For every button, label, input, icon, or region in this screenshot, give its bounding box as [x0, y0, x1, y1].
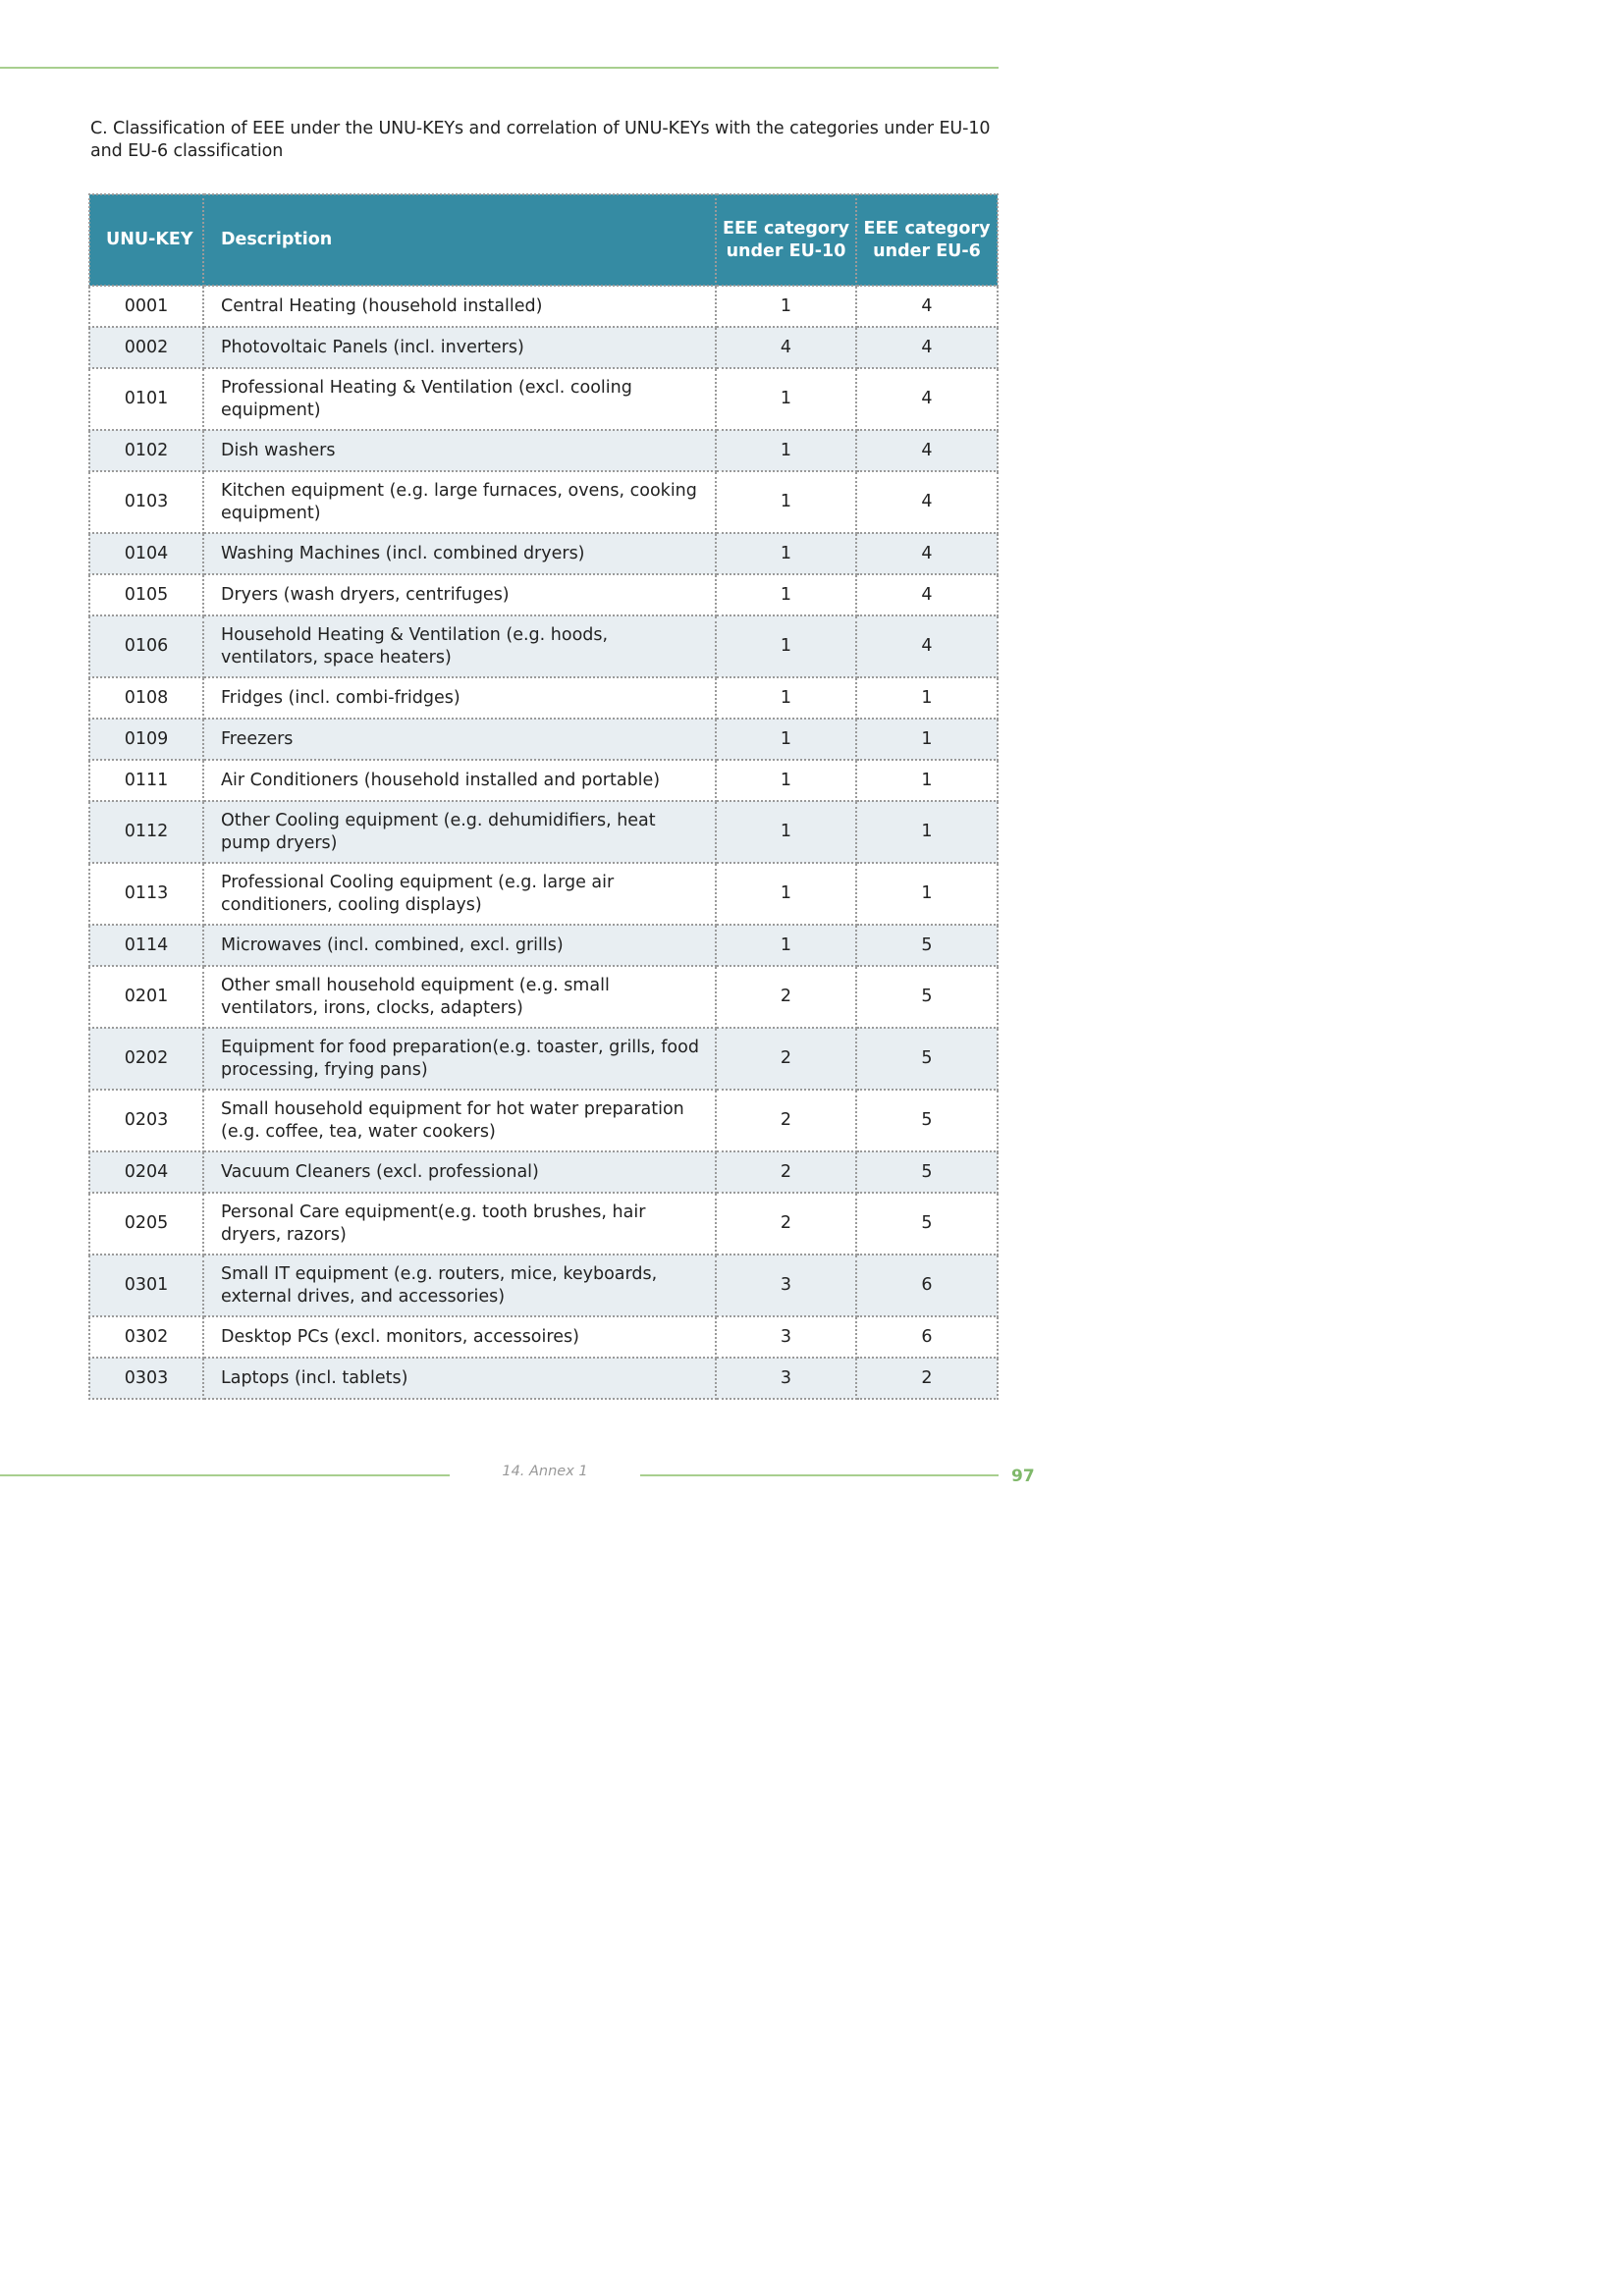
cell-eu10-category: 2 [716, 1028, 856, 1090]
cell-eu6-category: 1 [856, 863, 998, 925]
cell-description: Professional Heating & Ventilation (excl. cooling equipment) [203, 368, 716, 430]
header-eu6-line1: EEE category [863, 219, 991, 239]
cell-eu6-category: 4 [856, 327, 998, 368]
cell-eu6-category: 4 [856, 430, 998, 471]
cell-eu10-category: 2 [716, 1193, 856, 1255]
cell-eu6-category: 4 [856, 574, 998, 615]
table-caption: C. Classification of EEE under the UNU-KEYs and correlation of UNU-KEYs with the categories under EU-10 and EU-6 classification [90, 119, 991, 161]
cell-description: Vacuum Cleaners (excl. professional) [203, 1151, 716, 1193]
cell-unu-key: 0202 [89, 1028, 203, 1090]
header-eu6-line2: under EU-6 [873, 240, 981, 261]
table-row [89, 1028, 998, 1090]
cell-eu6-category: 5 [856, 1090, 998, 1151]
footer-rule-right [640, 1474, 999, 1476]
cell-description: Small household equipment for hot water preparation (e.g. coffee, tea, water cookers) [203, 1090, 716, 1151]
table-row [89, 574, 998, 615]
cell-eu6-category: 6 [856, 1255, 998, 1316]
cell-eu6-category: 5 [856, 1193, 998, 1255]
cell-eu6-category: 4 [856, 615, 998, 677]
cell-unu-key: 0201 [89, 966, 203, 1028]
cell-unu-key: 0203 [89, 1090, 203, 1151]
cell-eu6-category: 2 [856, 1358, 998, 1399]
table-row [89, 1151, 998, 1193]
top-rule [0, 67, 999, 69]
cell-description: Dish washers [203, 430, 716, 471]
cell-eu10-category: 1 [716, 925, 856, 966]
cell-eu6-category: 1 [856, 677, 998, 719]
table-row [89, 1193, 998, 1255]
table-row [89, 430, 998, 471]
table-body [89, 286, 998, 1399]
cell-description: Household Heating & Ventilation (e.g. hoods, ventilators, space heaters) [203, 615, 716, 677]
table-row [89, 863, 998, 925]
table-row [89, 471, 998, 533]
cell-eu10-category: 1 [716, 533, 856, 574]
cell-eu10-category: 1 [716, 430, 856, 471]
header-unu-key: UNU-KEY [89, 194, 203, 286]
cell-description: Personal Care equipment(e.g. tooth brushes, hair dryers, razors) [203, 1193, 716, 1255]
table-row [89, 533, 998, 574]
table-row [89, 760, 998, 801]
cell-eu6-category: 1 [856, 801, 998, 863]
cell-description: Other Cooling equipment (e.g. dehumidifiers, heat pump dryers) [203, 801, 716, 863]
cell-unu-key: 0111 [89, 760, 203, 801]
table-row [89, 1090, 998, 1151]
cell-eu6-category: 5 [856, 1151, 998, 1193]
table-row [89, 677, 998, 719]
footer-section-label: 14. Annex 1 [502, 1464, 588, 1479]
cell-eu10-category: 3 [716, 1316, 856, 1358]
cell-eu6-category: 4 [856, 471, 998, 533]
cell-eu10-category: 2 [716, 1151, 856, 1193]
cell-eu10-category: 2 [716, 966, 856, 1028]
cell-unu-key: 0105 [89, 574, 203, 615]
cell-eu10-category: 1 [716, 368, 856, 430]
cell-eu6-category: 5 [856, 1028, 998, 1090]
cell-unu-key: 0002 [89, 327, 203, 368]
cell-description: Kitchen equipment (e.g. large furnaces, ovens, cooking equipment) [203, 471, 716, 533]
cell-unu-key: 0112 [89, 801, 203, 863]
cell-eu10-category: 2 [716, 1090, 856, 1151]
table-row [89, 368, 998, 430]
cell-description: Equipment for food preparation(e.g. toaster, grills, food processing, frying pans) [203, 1028, 716, 1090]
cell-unu-key: 0204 [89, 1151, 203, 1193]
cell-eu10-category: 4 [716, 327, 856, 368]
cell-unu-key: 0108 [89, 677, 203, 719]
table-row [89, 615, 998, 677]
cell-unu-key: 0104 [89, 533, 203, 574]
cell-eu10-category: 1 [716, 286, 856, 327]
table-row [89, 1358, 998, 1399]
cell-eu10-category: 1 [716, 471, 856, 533]
unu-key-table [88, 193, 999, 1400]
cell-description: Dryers (wash dryers, centrifuges) [203, 574, 716, 615]
footer-rule-left [0, 1474, 450, 1476]
cell-eu6-category: 1 [856, 760, 998, 801]
cell-unu-key: 0114 [89, 925, 203, 966]
header-eu10-line2: under EU-10 [726, 240, 846, 261]
cell-description: Other small household equipment (e.g. small ventilators, irons, clocks, adapters) [203, 966, 716, 1028]
table-header-row [89, 194, 998, 286]
cell-eu6-category: 1 [856, 719, 998, 760]
header-eu6 [856, 194, 998, 286]
cell-eu6-category: 5 [856, 966, 998, 1028]
header-eu10-line1: EEE category [723, 219, 849, 239]
cell-eu10-category: 1 [716, 719, 856, 760]
cell-unu-key: 0109 [89, 719, 203, 760]
cell-description: Microwaves (incl. combined, excl. grills) [203, 925, 716, 966]
cell-description: Air Conditioners (household installed and portable) [203, 760, 716, 801]
cell-description: Small IT equipment (e.g. routers, mice, keyboards, external drives, and accessories) [203, 1255, 716, 1316]
page-number: 97 [1011, 1467, 1035, 1486]
cell-unu-key: 0302 [89, 1316, 203, 1358]
cell-description: Desktop PCs (excl. monitors, accessoires) [203, 1316, 716, 1358]
cell-unu-key: 0301 [89, 1255, 203, 1316]
cell-description: Fridges (incl. combi-fridges) [203, 677, 716, 719]
cell-description: Freezers [203, 719, 716, 760]
cell-unu-key: 0106 [89, 615, 203, 677]
header-description: Description [203, 194, 716, 286]
table-row [89, 925, 998, 966]
cell-description: Central Heating (household installed) [203, 286, 716, 327]
cell-description: Photovoltaic Panels (incl. inverters) [203, 327, 716, 368]
cell-unu-key: 0113 [89, 863, 203, 925]
table-row [89, 966, 998, 1028]
cell-eu6-category: 4 [856, 286, 998, 327]
cell-eu10-category: 1 [716, 615, 856, 677]
cell-eu10-category: 3 [716, 1358, 856, 1399]
cell-eu10-category: 3 [716, 1255, 856, 1316]
cell-description: Laptops (incl. tablets) [203, 1358, 716, 1399]
table-row [89, 719, 998, 760]
cell-unu-key: 0102 [89, 430, 203, 471]
cell-eu10-category: 1 [716, 801, 856, 863]
cell-eu6-category: 6 [856, 1316, 998, 1358]
cell-eu6-category: 5 [856, 925, 998, 966]
cell-unu-key: 0103 [89, 471, 203, 533]
table-row [89, 327, 998, 368]
cell-eu10-category: 1 [716, 760, 856, 801]
cell-eu6-category: 4 [856, 533, 998, 574]
cell-eu10-category: 1 [716, 574, 856, 615]
table-row [89, 1316, 998, 1358]
cell-unu-key: 0303 [89, 1358, 203, 1399]
cell-eu10-category: 1 [716, 677, 856, 719]
cell-description: Washing Machines (incl. combined dryers) [203, 533, 716, 574]
cell-unu-key: 0001 [89, 286, 203, 327]
cell-eu6-category: 4 [856, 368, 998, 430]
cell-unu-key: 0101 [89, 368, 203, 430]
table-row [89, 801, 998, 863]
cell-unu-key: 0205 [89, 1193, 203, 1255]
table-row [89, 286, 998, 327]
cell-description: Professional Cooling equipment (e.g. large air conditioners, cooling displays) [203, 863, 716, 925]
cell-eu10-category: 1 [716, 863, 856, 925]
table-row [89, 1255, 998, 1316]
header-eu10 [716, 194, 856, 286]
